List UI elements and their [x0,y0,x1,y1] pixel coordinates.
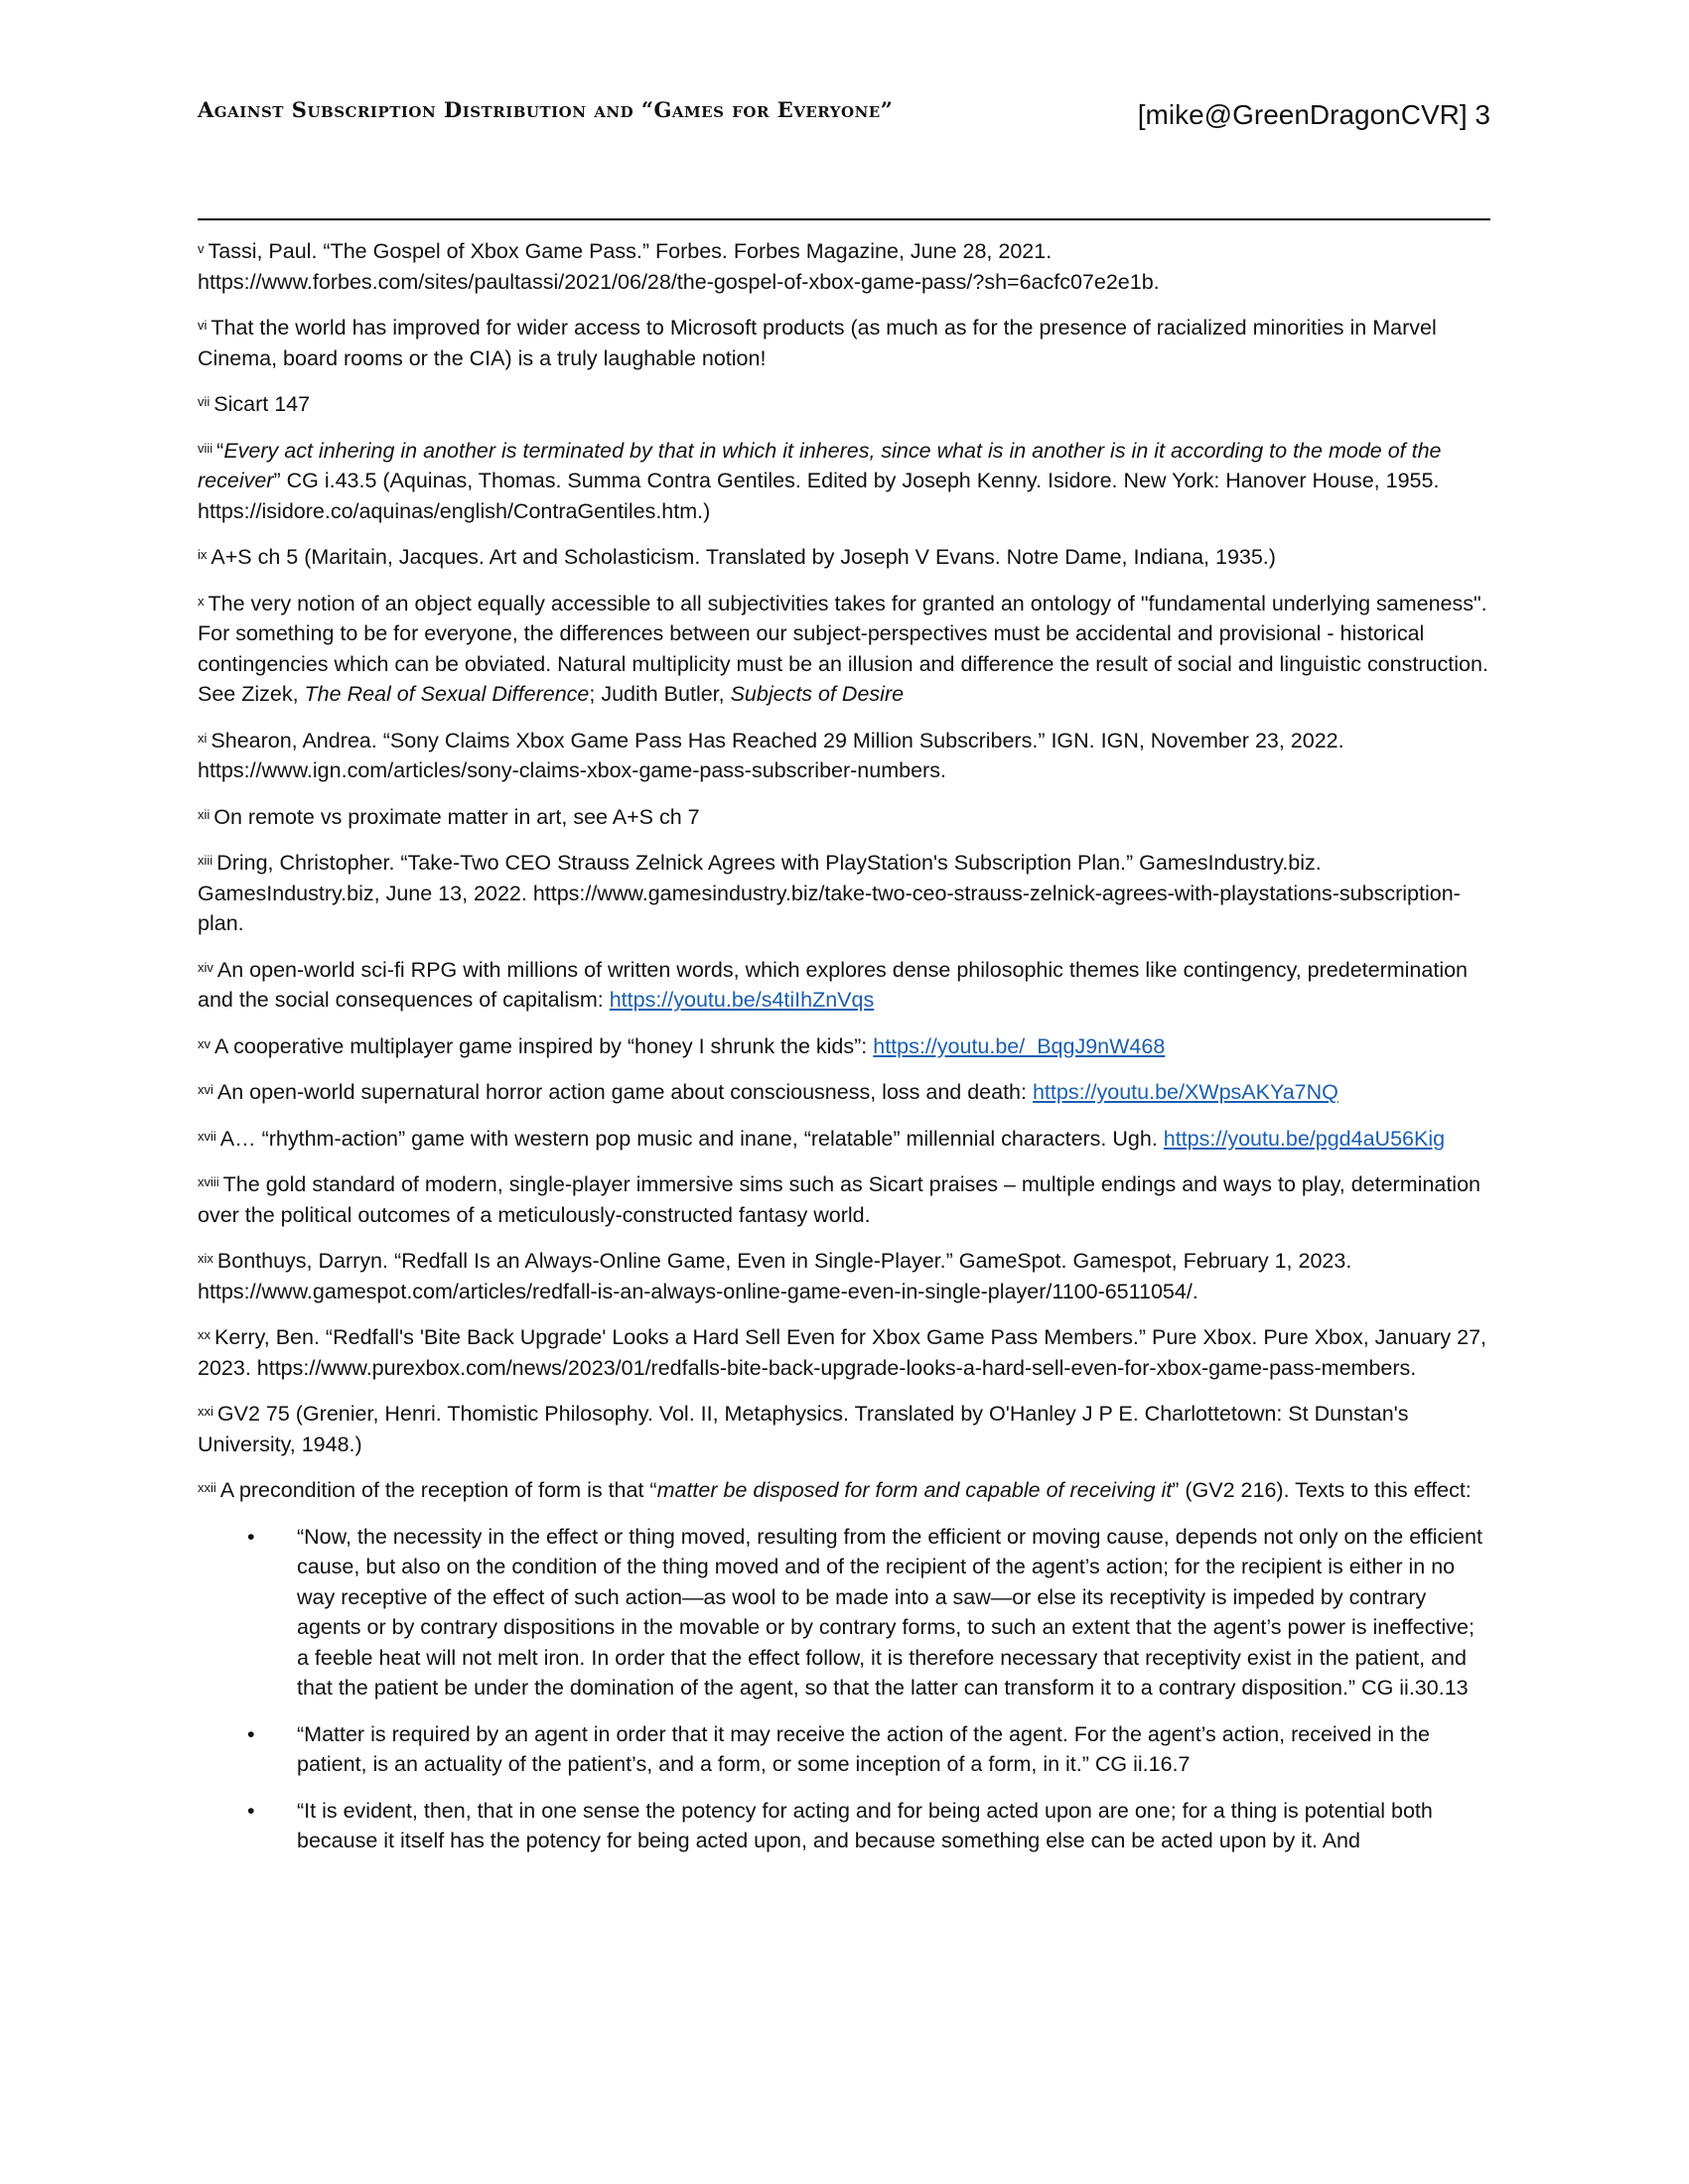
endnote-list [198,236,1490,1506]
endnote-link[interactable]: https://youtu.be/s4tiIhZnVqs [609,988,875,1012]
endnote-text: Shearon, Andrea. “Sony Claims Xbox Game Pass Has Reached 29 Million Subscribers.” IGN. IGN, November 23, 2022. https://www.ign.com/articles/sony-claims-xbox-game-pass-subscriber-numbers. [198,728,1344,782]
quote-text: “It is evident, then, that in one sense the potency for acting and for being acted upon are one; for a thing is potential both because it itself has the potency for being acted upon, and because something else can be acted upon by it. And [297,1798,1433,1852]
endnote-marker: xx [198,1327,211,1342]
endnote [198,848,1490,939]
endnote-text: Sicart 147 [213,392,311,416]
endnote [198,1169,1490,1230]
endnote-marker: viii [198,440,213,456]
endnote-marker: vii [198,394,211,409]
endnote-text-italic: matter be disposed for form and capable of receiving it [656,1478,1173,1502]
running-header-page: [mike@GreenDragonCVR] 3 [1137,99,1490,130]
endnote [198,726,1490,786]
endnote [198,1399,1490,1459]
bullet-icon: • [247,1524,255,1549]
endnote-text: The very notion of an object equally accessible to all subjectivities takes for granted an ontology of "fundamental underlying sameness". For something to be for everyone, the differences between our subject-perspectives must be accidental and provisional - historical contingencies which can be obviated. Natural multiplicity must be an illusion and difference the result of social and linguistic construction. See Zizek, [198,591,1488,706]
endnote-divider [198,218,1490,220]
quote-text: “Now, the necessity in the effect or thing moved, resulting from the efficient or moving cause, depends not only on the efficient cause, but also on the condition of the thing moved and of the recipient of the agent’s action; for the recipient is either in no way receptive of the effect of such action—as wool to be made into a saw—or else its receptivity is impeded by contrary agents or by contrary dispositions in the movable or by contrary forms, to such an extent that the agent’s power is ineffective; a feeble heat will not melt iron. In order that the effect follow, it is therefore necessary that receptivity exist in the patient, and that the patient be under the domination of the agent, so that the latter can transform it to a contrary disposition.” CG ii.30.13 [297,1524,1482,1700]
endnote-link[interactable]: https://youtu.be/_BqgJ9nW468 [873,1033,1166,1058]
endnote [198,1246,1490,1306]
endnote [198,542,1490,573]
quote-item [198,1719,1490,1780]
endnote-marker: vi [198,318,208,333]
quote-item [198,1522,1490,1704]
endnote [198,1124,1490,1155]
endnote-text-italic: The Real of Sexual Difference [304,682,590,706]
endnote [198,1322,1490,1383]
endnote [198,1031,1490,1062]
bullet-icon: • [247,1798,255,1823]
endnote-text: The gold standard of modern, single-player immersive sims such as Sicart praises – multiple endings and ways to play, determination over the political outcomes of a meticulously-constructed fantasy world. [198,1172,1480,1227]
endnote-marker: xviii [198,1174,219,1189]
bullet-icon: • [247,1721,255,1746]
endnote-text: Dring, Christopher. “Take-Two CEO Strauss Zelnick Agrees with PlayStation's Subscription Plan.” GamesIndustry.biz. GamesIndustry.biz, June 13, 2022. https://www.gamesindustry.biz/take-two-ceo-strauss-zelnick-agrees-with-playstations-subscription-plan. [198,851,1461,935]
endnote-text: “ [216,438,224,463]
quote-list [198,1522,1490,1856]
endnote [198,1077,1490,1108]
endnote [198,436,1490,527]
endnote-text: ” (GV2 216). Texts to this effect: [1172,1478,1472,1502]
endnote-text: ” CG i.43.5 (Aquinas, Thomas. Summa Contra Gentiles. Edited by Joseph Kenny. Isidore. New York: Hanover House, 1955. https://isidore.co/aquinas/english/ContraGentiles.htm.) [198,469,1440,523]
endnote [198,1475,1490,1506]
endnote [198,313,1490,373]
endnote-marker: ix [198,547,208,562]
endnote-text-italic: Subjects of Desire [730,682,905,706]
endnote-marker: xiv [198,959,213,975]
endnote-text: A cooperative multiplayer game inspired by “honey I shrunk the kids”: [214,1033,874,1058]
running-header-title: Against Subscription Distribution and “Games for Everyone” [198,97,894,122]
endnote-text: On remote vs proximate matter in art, see A+S ch 7 [213,804,700,829]
endnote-link[interactable]: https://youtu.be/pgd4aU56Kig [1163,1126,1446,1151]
endnote-text: A… “rhythm-action” game with western pop music and inane, “relatable” millennial characters. Ugh. [219,1126,1164,1151]
endnote-text-italic: Every act inhering in another is terminated by that in which it inheres, since what is in another is in it according to the mode of the receiver [198,438,1442,492]
endnote-marker: xxi [198,1404,213,1419]
endnote [198,236,1490,297]
endnote-marker: xvii [198,1128,216,1144]
endnote-text: A+S ch 5 (Maritain, Jacques. Art and Scholasticism. Translated by Joseph V Evans. Notre Dame, Indiana, 1935.) [211,545,1276,569]
quote-text: “Matter is required by an agent in order that it may receive the action of the agent. For the agent’s action, received in the patient, is an actuality of the patient’s, and a form, or some inception of a form, in it.” CG ii.16.7 [297,1721,1430,1776]
endnote [198,955,1490,1016]
endnote [198,802,1490,833]
endnote-marker: xi [198,730,208,746]
endnote-marker: xvi [198,1082,213,1097]
endnote [198,589,1490,710]
endnote-marker: xv [198,1035,211,1051]
endnote-text: That the world has improved for wider access to Microsoft products (as much as for the presence of racialized minorities in Marvel Cinema, board rooms or the CIA) is a truly laughable notion! [198,316,1437,370]
endnote-link[interactable]: https://youtu.be/XWpsAKYa7NQ [1032,1080,1338,1104]
endnote-text: A precondition of the reception of form is that “ [219,1478,657,1502]
endnote-text: Bonthuys, Darryn. “Redfall Is an Always-Online Game, Even in Single-Player.” GameSpot. Gamespot, February 1, 2023. https://www.gamespot.com/articles/redfall-is-an-always-online-game-even-in-single-player/1100-6511054/. [198,1249,1352,1303]
endnote-text: GV2 75 (Grenier, Henri. Thomistic Philosophy. Vol. II, Metaphysics. Translated by O'Hanley J P E. Charlottetown: St Dunstan's University, 1948.) [198,1402,1409,1456]
endnote-marker: xii [198,806,211,822]
endnote [198,389,1490,420]
endnote-marker: v [198,241,205,256]
endnote-text: ; Judith Butler, [589,682,731,706]
endnote-text: Kerry, Ben. “Redfall's 'Bite Back Upgrade' Looks a Hard Sell Even for Xbox Game Pass Members.” Pure Xbox. Pure Xbox, January 27, 2023. https://www.purexbox.com/news/2023/01/redfalls-bite-back-upgrade-looks-a-hard-sell-even-for-xbox-game-pass-members. [198,1325,1487,1380]
endnote-marker: xiii [198,853,213,868]
endnote-text: An open-world sci-fi RPG with millions of written words, which explores dense philosophic themes like contingency, predetermination and the social consequences of capitalism: [198,957,1469,1012]
endnote-marker: xix [198,1251,213,1266]
endnote-marker: xxii [198,1480,216,1495]
endnote-marker: x [198,593,205,609]
endnote-text: Tassi, Paul. “The Gospel of Xbox Game Pass.” Forbes. Forbes Magazine, June 28, 2021. https://www.forbes.com/sites/paultassi/2021/06/28/the-gospel-of-xbox-game-pass/?sh=6acfc07e2e1b. [198,239,1160,294]
endnote-text: An open-world supernatural horror action game about consciousness, loss and death: [216,1080,1033,1104]
endnotes [198,236,1490,1872]
quote-item [198,1796,1490,1856]
